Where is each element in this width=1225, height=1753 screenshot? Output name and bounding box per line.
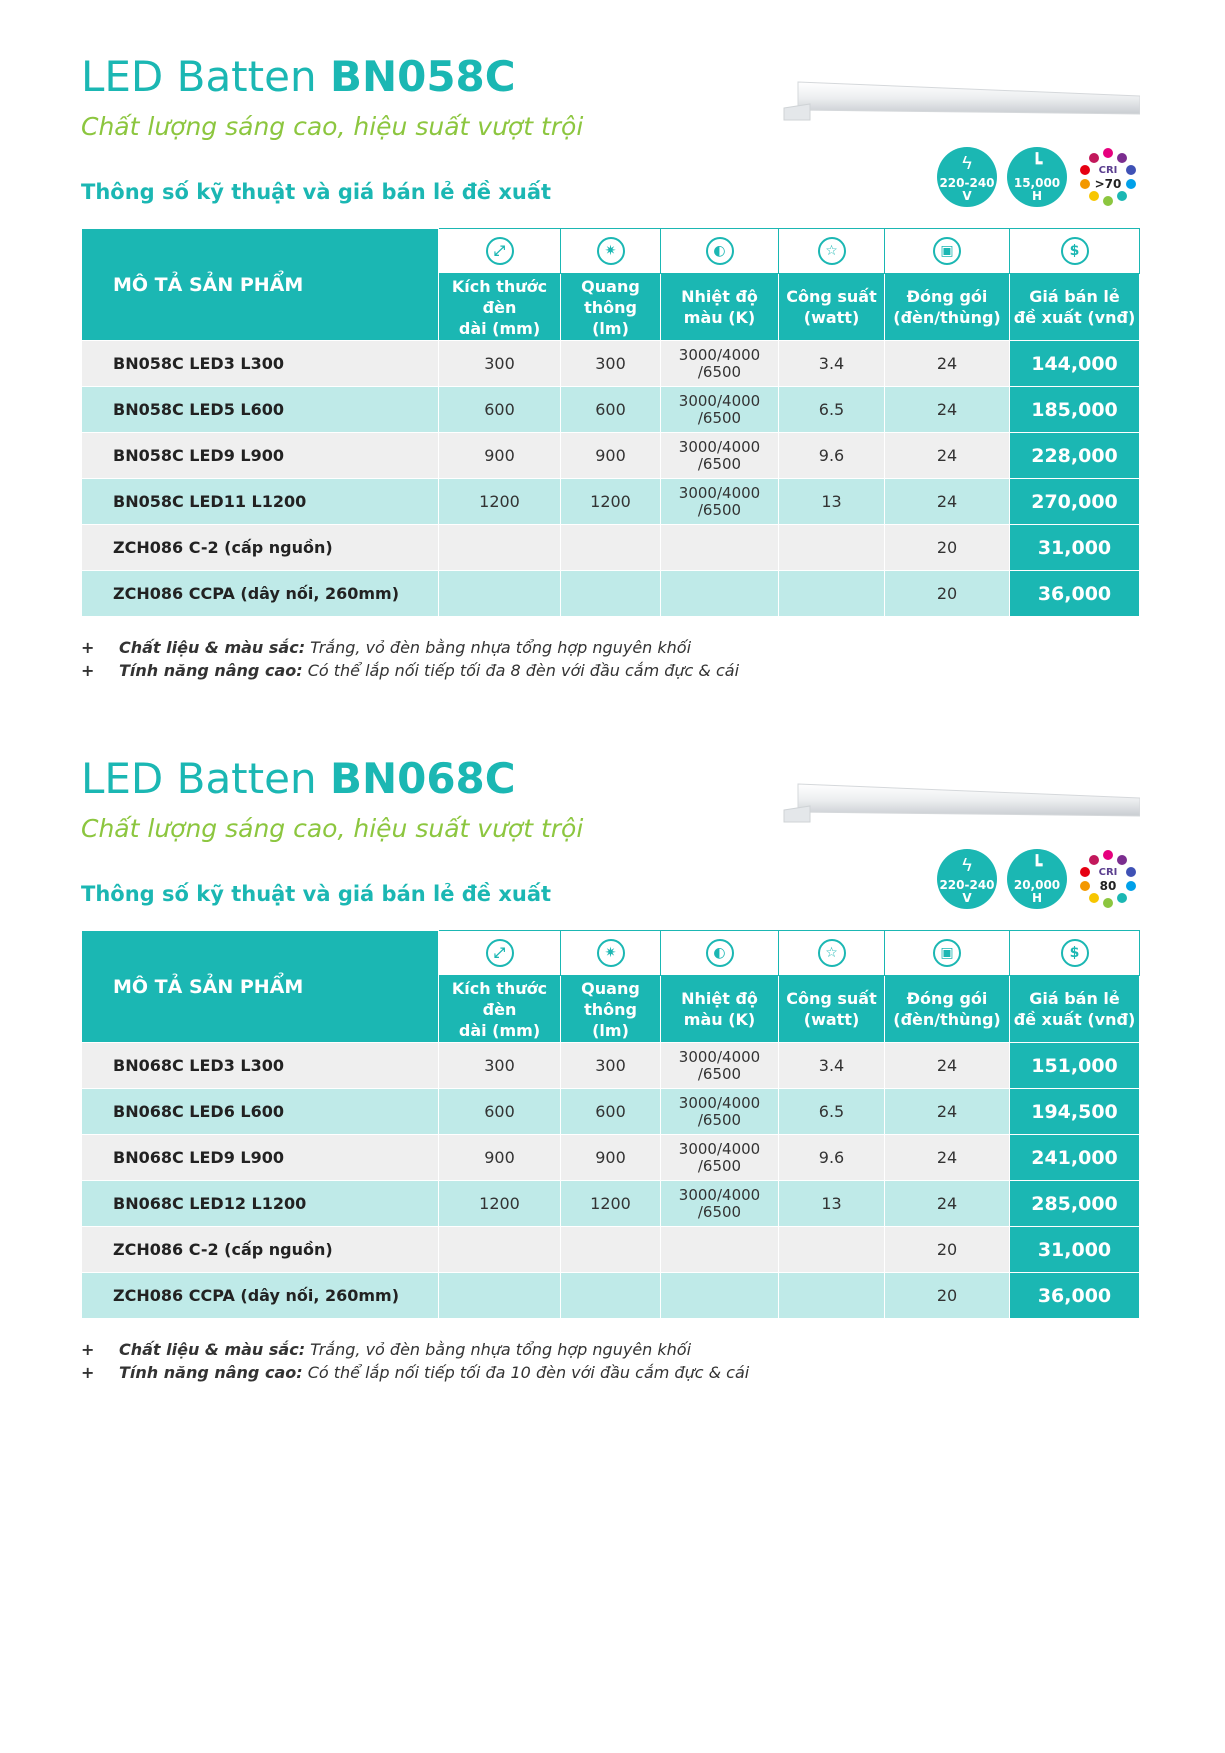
cri-color-dot [1117, 191, 1127, 201]
title-prefix: LED Batten [81, 754, 330, 803]
column-header-description: MÔ TẢ SẢN PHẨM [82, 229, 439, 341]
lumen-cell [561, 1227, 661, 1273]
length-cell: 1200 [439, 479, 561, 525]
color-temperature-cell [661, 1273, 779, 1319]
voltage-badge [937, 147, 997, 207]
column-icon-cell [661, 229, 779, 274]
cri-color-dot [1126, 867, 1136, 877]
lightning-icon: ϟ [962, 153, 972, 173]
column-icon-cell [885, 931, 1010, 976]
cri-color-dot [1117, 153, 1127, 163]
column-header-length: Kích thước đèn dài (mm) [439, 976, 561, 1043]
title-model: BN068C [329, 754, 516, 803]
cri-color-dot [1103, 898, 1113, 908]
lumen-icon: ✷ [597, 237, 625, 265]
table-row [82, 1135, 1140, 1181]
pack-cell: 20 [885, 571, 1010, 617]
power-cell [779, 525, 885, 571]
product-name-cell: ZCH086 CCPA (dây nối, 260mm) [82, 1273, 439, 1319]
column-header-price: Giá bán lẻ đề xuất (vnđ) [1010, 274, 1140, 341]
table-row [82, 479, 1140, 525]
color-temperature-cell: 3000/4000 /6500 [661, 1043, 779, 1089]
bulb-icon: ☆ [818, 939, 846, 967]
lumen-cell [561, 1273, 661, 1319]
price-cell: 36,000 [1010, 571, 1140, 617]
price-cell: 241,000 [1010, 1135, 1140, 1181]
lumen-cell: 1200 [561, 479, 661, 525]
power-cell: 9.6 [779, 433, 885, 479]
length-icon: ⤢ [486, 237, 514, 265]
color-temperature-icon: ◐ [706, 237, 734, 265]
product-name-cell: BN058C LED11 L1200 [82, 479, 439, 525]
product-name-cell: BN058C LED9 L900 [82, 433, 439, 479]
table-row [82, 525, 1140, 571]
note-text: Có thể lắp nối tiếp tối đa 8 đèn với đầu cắm đực & cái [302, 661, 740, 680]
box-icon: ▣ [933, 237, 961, 265]
cri-color-dot [1126, 165, 1136, 175]
price-cell: 36,000 [1010, 1273, 1140, 1319]
lightning-icon: ϟ [962, 855, 972, 875]
product-title [81, 52, 516, 101]
length-cell: 300 [439, 1043, 561, 1089]
cri-value: >70 [1094, 177, 1122, 191]
lifetime-unit: H [1031, 189, 1043, 203]
cri-color-dot [1089, 855, 1099, 865]
price-cell: 31,000 [1010, 1227, 1140, 1273]
pack-cell: 24 [885, 1043, 1010, 1089]
note-bullet: + [81, 1340, 95, 1359]
power-cell: 3.4 [779, 1043, 885, 1089]
pack-cell: 24 [885, 479, 1010, 525]
note-label: Tính năng nâng cao: [119, 1363, 303, 1382]
lifetime-unit: H [1031, 891, 1043, 905]
column-header-lumen: Quang thông (lm) [561, 976, 661, 1043]
note-text: Trắng, vỏ đèn bằng nhựa tổng hợp nguyên khối [305, 1340, 692, 1359]
length-cell: 900 [439, 1135, 561, 1181]
product-title [81, 754, 516, 803]
length-cell: 600 [439, 387, 561, 433]
cri-value: 80 [1099, 879, 1117, 893]
cri-color-dot [1117, 893, 1127, 903]
table-row [82, 433, 1140, 479]
cri-color-dot [1126, 179, 1136, 189]
box-icon: ▣ [933, 939, 961, 967]
product-section [0, 702, 1225, 1382]
column-header-cct: Nhiệt độ màu (K) [661, 274, 779, 341]
lifetime-value: 20,000 [1013, 878, 1061, 892]
power-cell: 6.5 [779, 1089, 885, 1135]
price-cell: 194,500 [1010, 1089, 1140, 1135]
color-temperature-cell [661, 1227, 779, 1273]
spec-table [81, 228, 1140, 617]
lumen-icon: ✷ [597, 939, 625, 967]
lumen-cell [561, 571, 661, 617]
product-name-cell: BN068C LED6 L600 [82, 1089, 439, 1135]
power-cell: 3.4 [779, 341, 885, 387]
price-cell: 185,000 [1010, 387, 1140, 433]
spec-heading: Thông số kỹ thuật và giá bán lẻ đề xuất [81, 882, 552, 906]
cri-badge [1078, 849, 1138, 913]
cri-color-dot [1103, 850, 1113, 860]
cri-color-dot [1103, 148, 1113, 158]
color-temperature-cell [661, 525, 779, 571]
lifetime-icon: ┗ [1031, 855, 1043, 875]
cri-color-dot [1080, 881, 1090, 891]
column-header-description: MÔ TẢ SẢN PHẨM [82, 931, 439, 1043]
pack-cell: 24 [885, 1089, 1010, 1135]
column-header-pack: Đóng gói (đèn/thùng) [885, 274, 1010, 341]
price-cell: 285,000 [1010, 1181, 1140, 1227]
lumen-cell: 900 [561, 433, 661, 479]
color-temperature-cell: 3000/4000 /6500 [661, 433, 779, 479]
length-icon: ⤢ [486, 939, 514, 967]
table-row [82, 387, 1140, 433]
color-temperature-cell: 3000/4000 /6500 [661, 387, 779, 433]
lumen-cell: 1200 [561, 1181, 661, 1227]
product-name-cell: BN068C LED12 L1200 [82, 1181, 439, 1227]
note-label: Chất liệu & màu sắc: [119, 638, 306, 657]
column-icon-cell [561, 229, 661, 274]
pack-cell: 24 [885, 387, 1010, 433]
color-temperature-cell: 3000/4000 /6500 [661, 1181, 779, 1227]
cri-color-dot [1117, 855, 1127, 865]
lumen-cell: 300 [561, 1043, 661, 1089]
cri-label: CRI [1098, 867, 1118, 878]
product-name-cell: BN058C LED3 L300 [82, 341, 439, 387]
product-subtitle: Chất lượng sáng cao, hiệu suất vượt trội [81, 814, 584, 843]
product-section [0, 0, 1225, 680]
pack-cell: 24 [885, 1135, 1010, 1181]
voltage-unit: V [962, 189, 972, 203]
power-cell: 6.5 [779, 387, 885, 433]
title-prefix: LED Batten [81, 52, 330, 101]
column-header-cct: Nhiệt độ màu (K) [661, 976, 779, 1043]
cri-color-dot [1080, 179, 1090, 189]
product-name-cell: BN058C LED5 L600 [82, 387, 439, 433]
voltage-value: 220-240 [939, 878, 995, 892]
note-text: Trắng, vỏ đèn bằng nhựa tổng hợp nguyên khối [305, 638, 692, 657]
table-row [82, 1227, 1140, 1273]
length-cell [439, 525, 561, 571]
length-cell [439, 1227, 561, 1273]
table-row [82, 341, 1140, 387]
note-bullet: + [81, 661, 95, 680]
column-header-lumen: Quang thông (lm) [561, 274, 661, 341]
product-image [780, 74, 1140, 134]
power-cell [779, 1227, 885, 1273]
pack-cell: 24 [885, 1181, 1010, 1227]
note-bullet: + [81, 638, 95, 657]
lumen-cell: 900 [561, 1135, 661, 1181]
lumen-cell: 600 [561, 1089, 661, 1135]
price-cell: 270,000 [1010, 479, 1140, 525]
note-label: Chất liệu & màu sắc: [119, 1340, 306, 1359]
lumen-cell: 600 [561, 387, 661, 433]
power-cell: 13 [779, 1181, 885, 1227]
lumen-cell [561, 525, 661, 571]
column-icon-cell [885, 229, 1010, 274]
color-temperature-cell: 3000/4000 /6500 [661, 1135, 779, 1181]
cri-color-dot [1080, 867, 1090, 877]
product-image [780, 776, 1140, 836]
dollar-icon: $ [1061, 237, 1089, 265]
lifetime-value: 15,000 [1013, 176, 1061, 190]
lifetime-icon: ┗ [1031, 153, 1043, 173]
column-icon-cell [439, 229, 561, 274]
cri-color-dot [1089, 893, 1099, 903]
title-model: BN058C [329, 52, 516, 101]
cri-color-dot [1089, 191, 1099, 201]
column-icon-cell [1010, 229, 1140, 274]
product-name-cell: ZCH086 C-2 (cấp nguồn) [82, 525, 439, 571]
length-cell: 300 [439, 341, 561, 387]
pack-cell: 24 [885, 341, 1010, 387]
lifetime-badge [1007, 849, 1067, 909]
power-cell [779, 1273, 885, 1319]
table-row [82, 1181, 1140, 1227]
price-cell: 228,000 [1010, 433, 1140, 479]
lumen-cell: 300 [561, 341, 661, 387]
column-icon-cell [439, 931, 561, 976]
cri-color-dot [1103, 196, 1113, 206]
pack-cell: 24 [885, 433, 1010, 479]
product-name-cell: BN068C LED9 L900 [82, 1135, 439, 1181]
dollar-icon: $ [1061, 939, 1089, 967]
length-cell: 900 [439, 433, 561, 479]
table-row [82, 571, 1140, 617]
product-name-cell: ZCH086 C-2 (cấp nguồn) [82, 1227, 439, 1273]
power-cell [779, 571, 885, 617]
column-icon-cell [779, 931, 885, 976]
table-icon-row [82, 931, 1140, 976]
column-header-price: Giá bán lẻ đề xuất (vnđ) [1010, 976, 1140, 1043]
pack-cell: 20 [885, 1273, 1010, 1319]
note-label: Tính năng nâng cao: [119, 661, 303, 680]
column-icon-cell [1010, 931, 1140, 976]
length-cell [439, 1273, 561, 1319]
column-icon-cell [561, 931, 661, 976]
pack-cell: 20 [885, 525, 1010, 571]
color-temperature-icon: ◐ [706, 939, 734, 967]
color-temperature-cell [661, 571, 779, 617]
voltage-unit: V [962, 891, 972, 905]
length-cell: 1200 [439, 1181, 561, 1227]
spec-table [81, 930, 1140, 1319]
cri-color-dot [1080, 165, 1090, 175]
voltage-value: 220-240 [939, 176, 995, 190]
length-cell [439, 571, 561, 617]
bulb-icon: ☆ [818, 237, 846, 265]
color-temperature-cell: 3000/4000 /6500 [661, 341, 779, 387]
product-name-cell: BN068C LED3 L300 [82, 1043, 439, 1089]
column-icon-cell [661, 931, 779, 976]
column-header-pack: Đóng gói (đèn/thùng) [885, 976, 1010, 1043]
note-bullet: + [81, 1363, 95, 1382]
length-cell: 600 [439, 1089, 561, 1135]
table-row [82, 1043, 1140, 1089]
power-cell: 13 [779, 479, 885, 525]
price-cell: 144,000 [1010, 341, 1140, 387]
column-header-power: Công suất (watt) [779, 274, 885, 341]
product-subtitle: Chất lượng sáng cao, hiệu suất vượt trội [81, 112, 584, 141]
note-text: Có thể lắp nối tiếp tối đa 10 đèn với đầu cắm đực & cái [302, 1363, 750, 1382]
cri-color-dot [1089, 153, 1099, 163]
product-name-cell: ZCH086 CCPA (dây nối, 260mm) [82, 571, 439, 617]
cri-badge [1078, 147, 1138, 211]
cri-label: CRI [1098, 165, 1118, 176]
pack-cell: 20 [885, 1227, 1010, 1273]
column-header-length: Kích thước đèn dài (mm) [439, 274, 561, 341]
price-cell: 31,000 [1010, 525, 1140, 571]
lifetime-badge [1007, 147, 1067, 207]
power-cell: 9.6 [779, 1135, 885, 1181]
price-cell: 151,000 [1010, 1043, 1140, 1089]
column-header-power: Công suất (watt) [779, 976, 885, 1043]
column-icon-cell [779, 229, 885, 274]
cri-color-dot [1126, 881, 1136, 891]
table-row [82, 1089, 1140, 1135]
color-temperature-cell: 3000/4000 /6500 [661, 1089, 779, 1135]
voltage-badge [937, 849, 997, 909]
color-temperature-cell: 3000/4000 /6500 [661, 479, 779, 525]
spec-heading: Thông số kỹ thuật và giá bán lẻ đề xuất [81, 180, 552, 204]
table-icon-row [82, 229, 1140, 274]
table-row [82, 1273, 1140, 1319]
